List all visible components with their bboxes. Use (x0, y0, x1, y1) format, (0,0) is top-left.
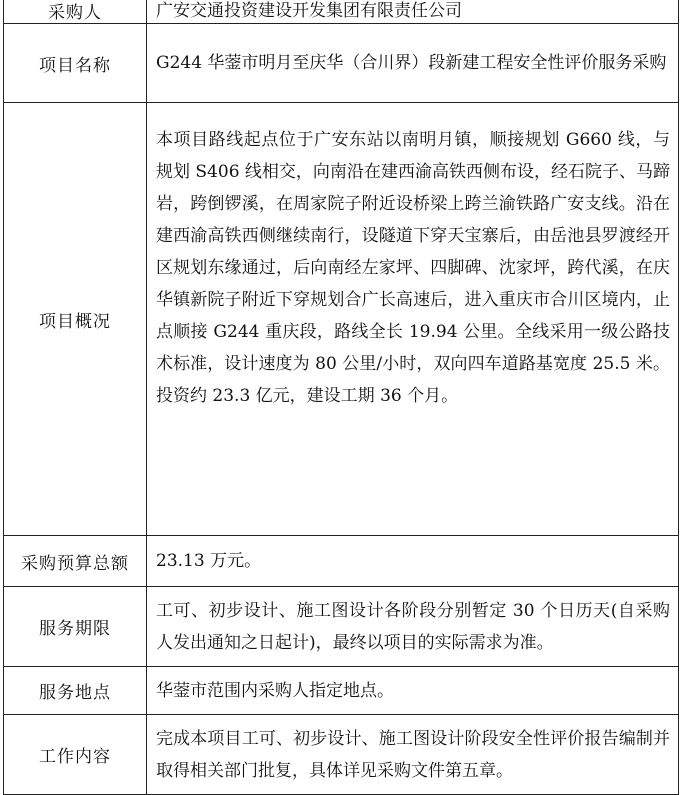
value-purchaser: 广安交通投资建设开发集团有限责任公司 (147, 0, 679, 24)
value-work-content: 完成本项目工可、初步设计、施工图设计阶段安全性评价报告编制并取得相关部门批复，具体详见采购文件第五章。 (147, 715, 679, 795)
label-service-period: 服务期限 (4, 587, 147, 667)
row-work-content (4, 715, 679, 795)
row-budget-total (4, 536, 679, 587)
label-purchaser: 采购人 (4, 0, 147, 24)
row-service-location (4, 667, 679, 715)
value-project-overview: 本项目路线起点位于广安东站以南明月镇，顺接规划 G660 线，与规划 S406 线相交，向南沿在建西渝高铁西侧布设，经石院子、马蹄岩，跨倒锣溪，在周家院子附近设桥梁上跨兰渝铁路广安支线。沿在建西渝高铁西侧继续南行，设隧道下穿天宝寨后，由岳池县罗渡经开区规划东缘通过，后向南经左家坪、四脚碑、沈家坪，跨代溪，在庆华镇新院子附近下穿规划合广长高速后，进入重庆市合川区境内，止点顺接 G244 重庆段，路线全长 19.94 公里。全线采用一级公路技术标准，设计速度为 80 公里/小时，双向四车道路基宽度 25.5 米。投资约 23.3 亿元，建设工期 36 个月。 (147, 103, 679, 536)
row-purchaser (4, 0, 679, 24)
value-budget-total: 23.13 万元。 (147, 536, 679, 587)
label-project-name: 项目名称 (4, 24, 147, 103)
procurement-info-table (3, 0, 679, 795)
label-work-content: 工作内容 (4, 715, 147, 795)
value-service-location: 华蓥市范围内采购人指定地点。 (147, 667, 679, 715)
value-service-period: 工可、初步设计、施工图设计各阶段分别暂定 30 个日历天(自采购人发出通知之日起计)，最终以项目的实际需求为准。 (147, 587, 679, 667)
label-budget-total: 采购预算总额 (4, 536, 147, 587)
row-service-period (4, 587, 679, 667)
label-project-overview: 项目概况 (4, 103, 147, 536)
row-project-overview (4, 103, 679, 536)
value-project-name: G244 华蓥市明月至庆华（合川界）段新建工程安全性评价服务采购 (147, 24, 679, 103)
label-service-location: 服务地点 (4, 667, 147, 715)
row-project-name (4, 24, 679, 103)
